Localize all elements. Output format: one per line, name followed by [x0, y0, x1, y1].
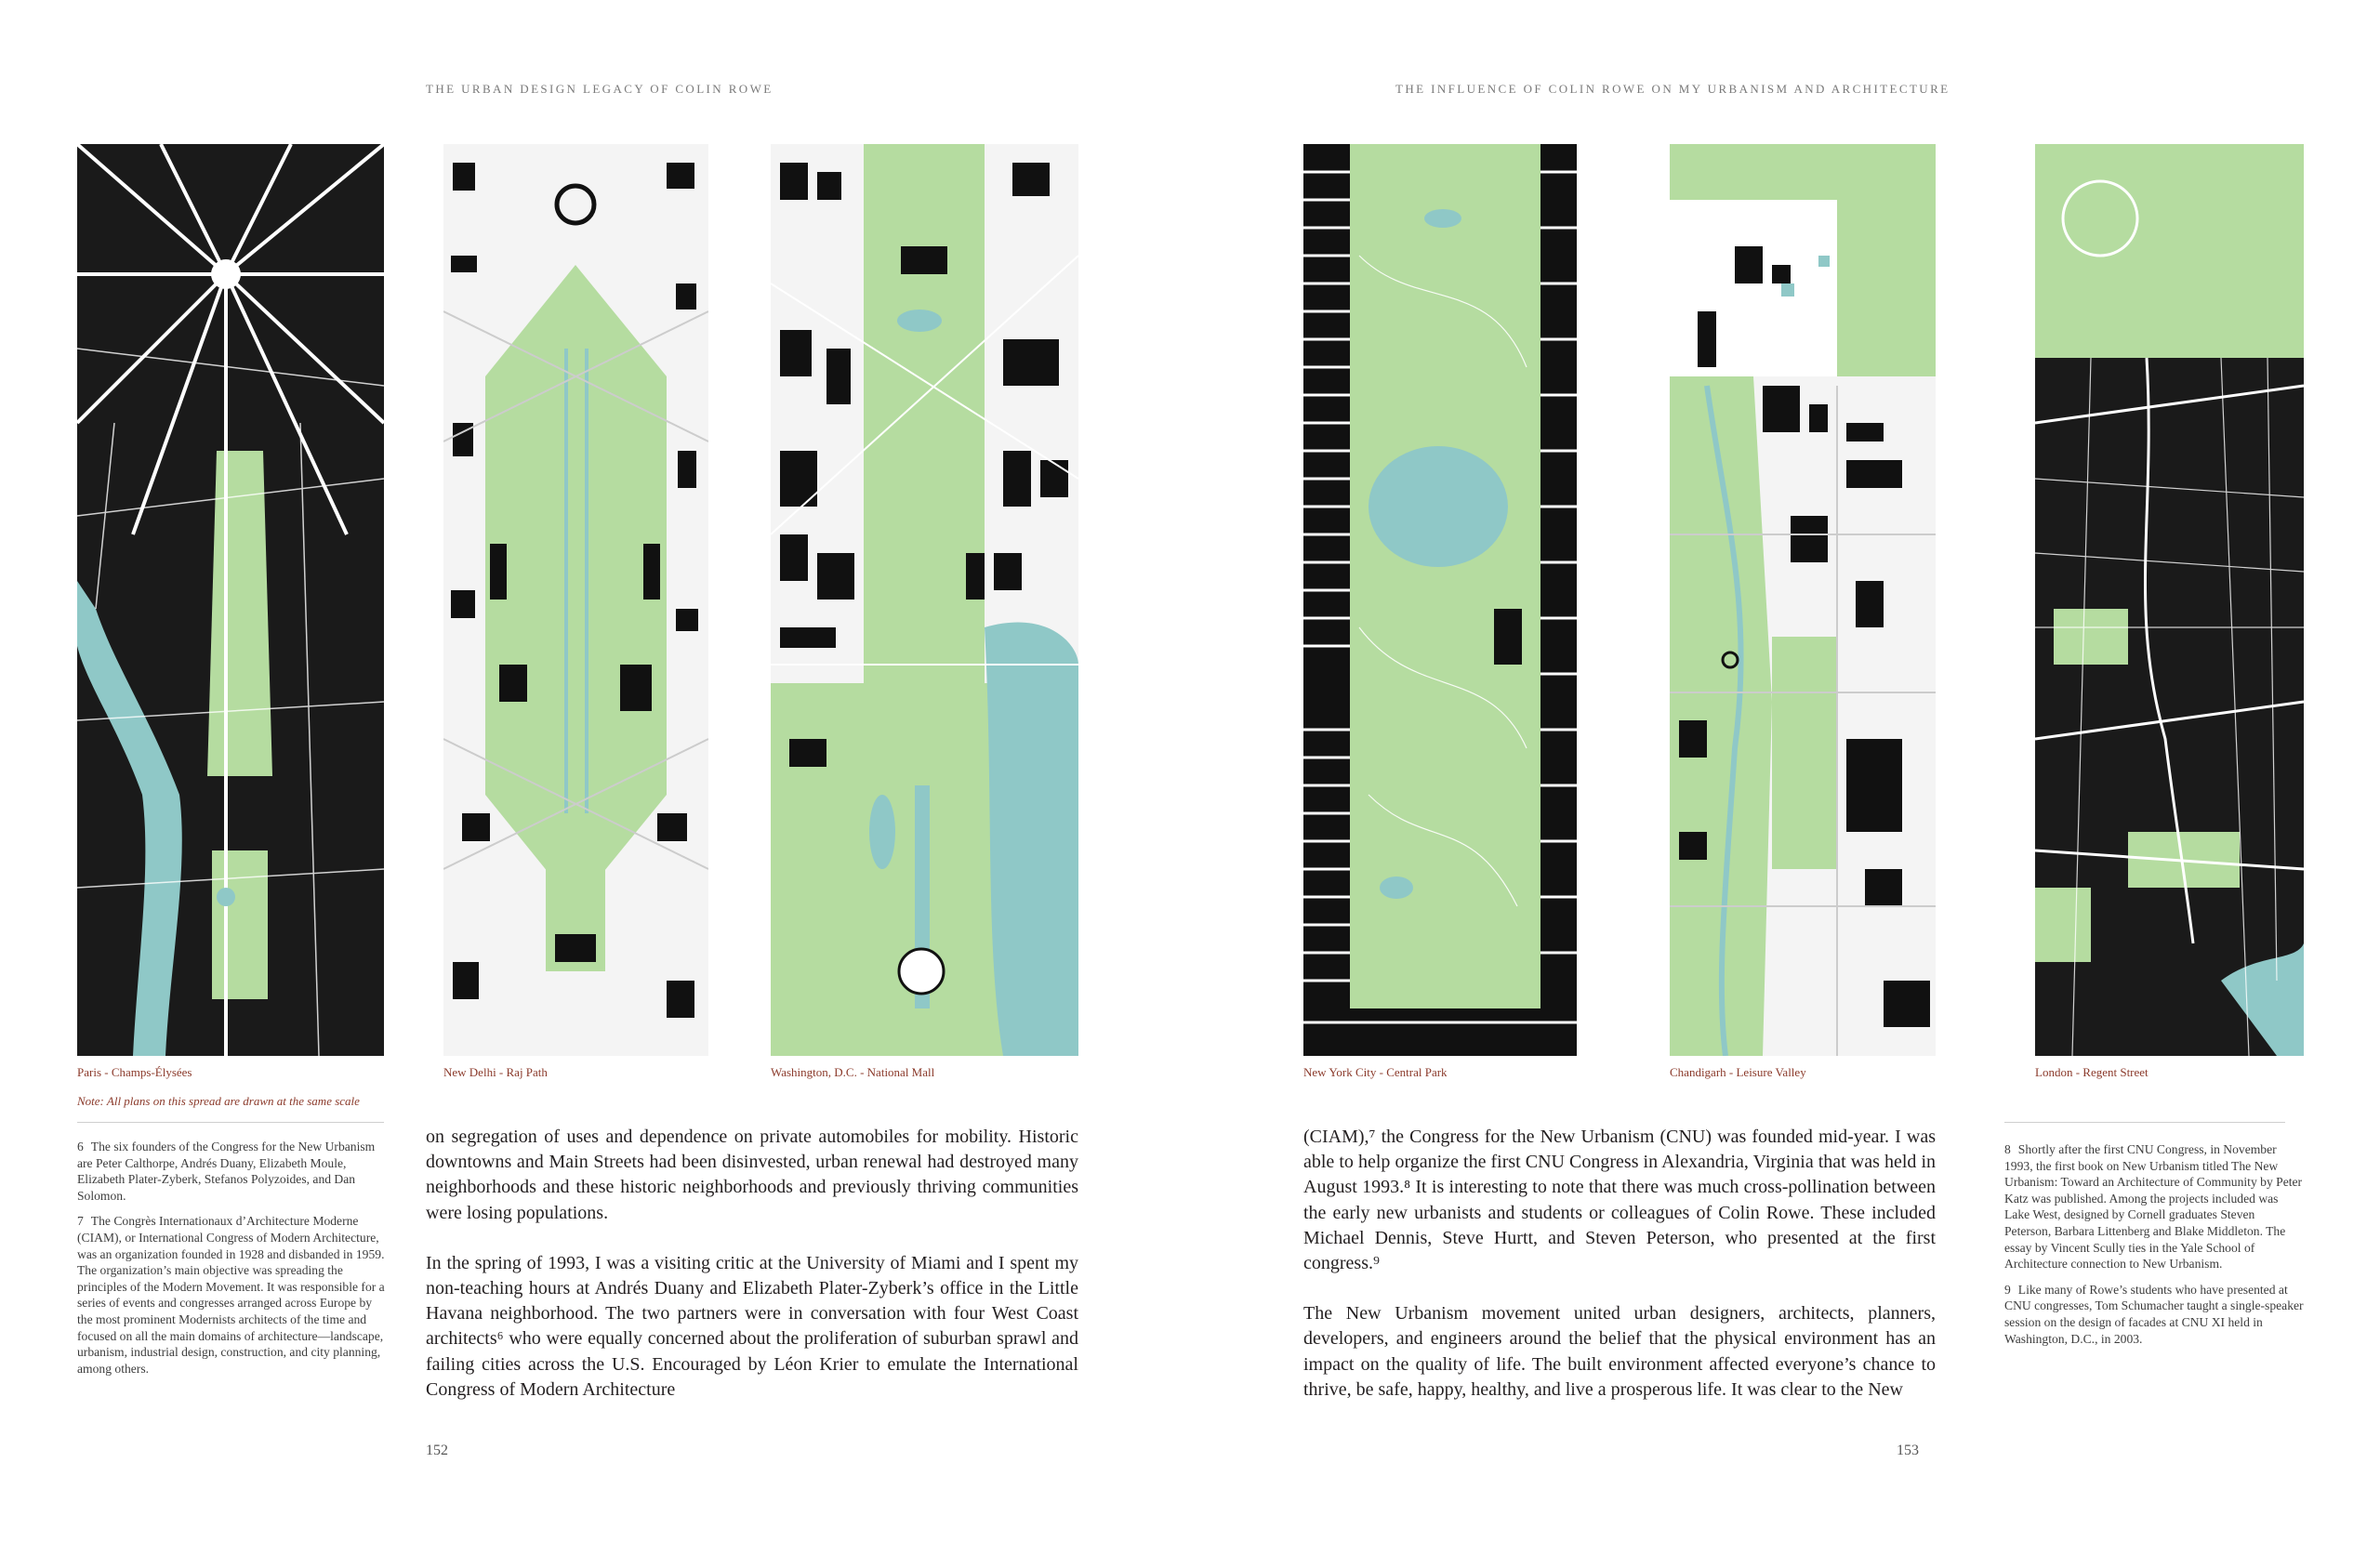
footnote-7: [77, 1213, 389, 1377]
page-number-right: 153: [1897, 1443, 1919, 1458]
map-caption-central-park: New York City - Central Park: [1303, 1065, 1448, 1079]
footnote-number: 8: [2004, 1142, 2011, 1156]
paragraph: on segregation of uses and dependence on private automobiles for mobility. Historic downtowns and Main Streets had been disinvested, urban renewal had destroyed many neighborhoods and these historic neighborhoods and previously thriving communities were losing populations.: [426, 1127, 1078, 1223]
map-london-regent-street: [2035, 144, 2304, 1056]
map-new-delhi-figure-ground: [443, 144, 708, 1056]
footnote-6: [77, 1139, 389, 1204]
page-number-left: 152: [426, 1443, 448, 1458]
map-chandigarh-figure-ground: [1670, 144, 1936, 1056]
footnote-rule-left: [77, 1122, 384, 1123]
map-london-figure-ground: [2035, 144, 2304, 1056]
map-caption-chandigarh: Chandigarh - Leisure Valley: [1670, 1065, 1806, 1079]
footnote-8: [2004, 1141, 2304, 1272]
footnote-text: Shortly after the first CNU Congress, in November 1993, the first book on New Urbanism titled The New Urbanism: Toward an Architecture of Community by Peter Katz was published. Among the projects included was Lake West, designed by Cornell graduates Steven Peterson, Barbara Littenberg and Blake Middleton. The essay by Vincent Scully ties in the Yale School of Architecture connection to New Urbanism.: [2004, 1142, 2303, 1272]
paragraph: (CIAM),⁷ the Congress for the New Urbanism (CNU) was founded mid-year. I was able to help organize the first CNU Congress in Alexandria, Virginia that was held in August 1993.⁸ It is interesting to note that there was much cross-pollination between the early new urbanists and students or colleagues of Colin Rowe. These included Michael Dennis, Steve Hurtt, and Steven Peterson, who presented at the first congress.⁹: [1303, 1127, 1936, 1274]
footnotes-left: [77, 1139, 389, 1386]
map-paris-figure-ground: [77, 144, 384, 1056]
paragraph: In the spring of 1993, I was a visiting critic at the University of Miami and I spent my non-teaching hours at Andrés Duany and Elizabeth Plater-Zyberk’s office in the Little Havana neighborhood. The two partners were in conversation with four West Coast architects⁶ who were equally concerned about the proliferation of suburban sprawl and failing cities across the U.S. Encouraged by Léon Krier to emulate the International Congress of Modern Architecture: [426, 1252, 1078, 1400]
paragraph: The New Urbanism movement united urban designers, architects, planners, developers, and engineers around the belief that the physical environment has an impact on the quality of life. The built environment affected everyone’s chance to thrive, be safe, happy, healthy, and live a prosperous life. It was clear to the New: [1303, 1303, 1936, 1400]
footnotes-right: [2004, 1141, 2304, 1356]
map-washington-national-mall: [771, 144, 1078, 1056]
scale-note: Note: All plans on this spread are drawn at the same scale: [77, 1094, 360, 1108]
footnote-9: [2004, 1282, 2304, 1347]
footnote-text: Like many of Rowe’s students who have presented at CNU congresses, Tom Schumacher taught a single-speaker session on the design of facades at CNU XI held in Washington, D.C., in 2003.: [2004, 1282, 2304, 1346]
running-head-right: THE INFLUENCE OF COLIN ROWE ON MY URBANISM AND ARCHITECTURE: [1395, 82, 1950, 96]
footnote-number: 6: [77, 1140, 84, 1153]
body-text-right: [1303, 1125, 1936, 1428]
footnote-number: 7: [77, 1214, 84, 1229]
right-page: [1190, 0, 2380, 1542]
footnote-number: 9: [2004, 1282, 2011, 1297]
footnote-text: The six founders of the Congress for the New Urbanism are Peter Calthorpe, Andrés Duany, Elizabeth Moule, Elizabeth Plater-Zyberk, Stefanos Polyzoides, and Dan Solomon.: [77, 1140, 376, 1203]
map-washington-figure-ground: [771, 144, 1078, 1056]
body-text-left: [426, 1125, 1078, 1428]
running-head-left: THE URBAN DESIGN LEGACY OF COLIN ROWE: [426, 82, 774, 96]
map-caption-new-delhi: New Delhi - Raj Path: [443, 1065, 548, 1079]
map-central-park-figure-ground: [1303, 144, 1577, 1056]
map-chandigarh-leisure-valley: [1670, 144, 1936, 1056]
map-caption-paris: Paris - Champs-Élysées: [77, 1065, 192, 1079]
footnote-rule-right: [2004, 1122, 2285, 1123]
map-paris-champs-elysees: [77, 144, 384, 1056]
map-new-york-central-park: [1303, 144, 1577, 1056]
map-caption-washington: Washington, D.C. - National Mall: [771, 1065, 935, 1079]
map-new-delhi-raj-path: [443, 144, 708, 1056]
map-caption-london: London - Regent Street: [2035, 1065, 2149, 1079]
footnote-text: The Congrès Internationaux d’Architecture Moderne (CIAM), or International Congress of Modern Architecture, was an organization founded in 1928 and disbanded in 1959. The organization’s main objective was spreading the principles of the Modern Movement. It was responsible for a series of events and congresses arranged across Europe by the most prominent Modernists architects of the time and focused on all the main domains of architecture—landscape, urbanism, industrial design, construction, and city planning, among others.: [77, 1214, 385, 1376]
